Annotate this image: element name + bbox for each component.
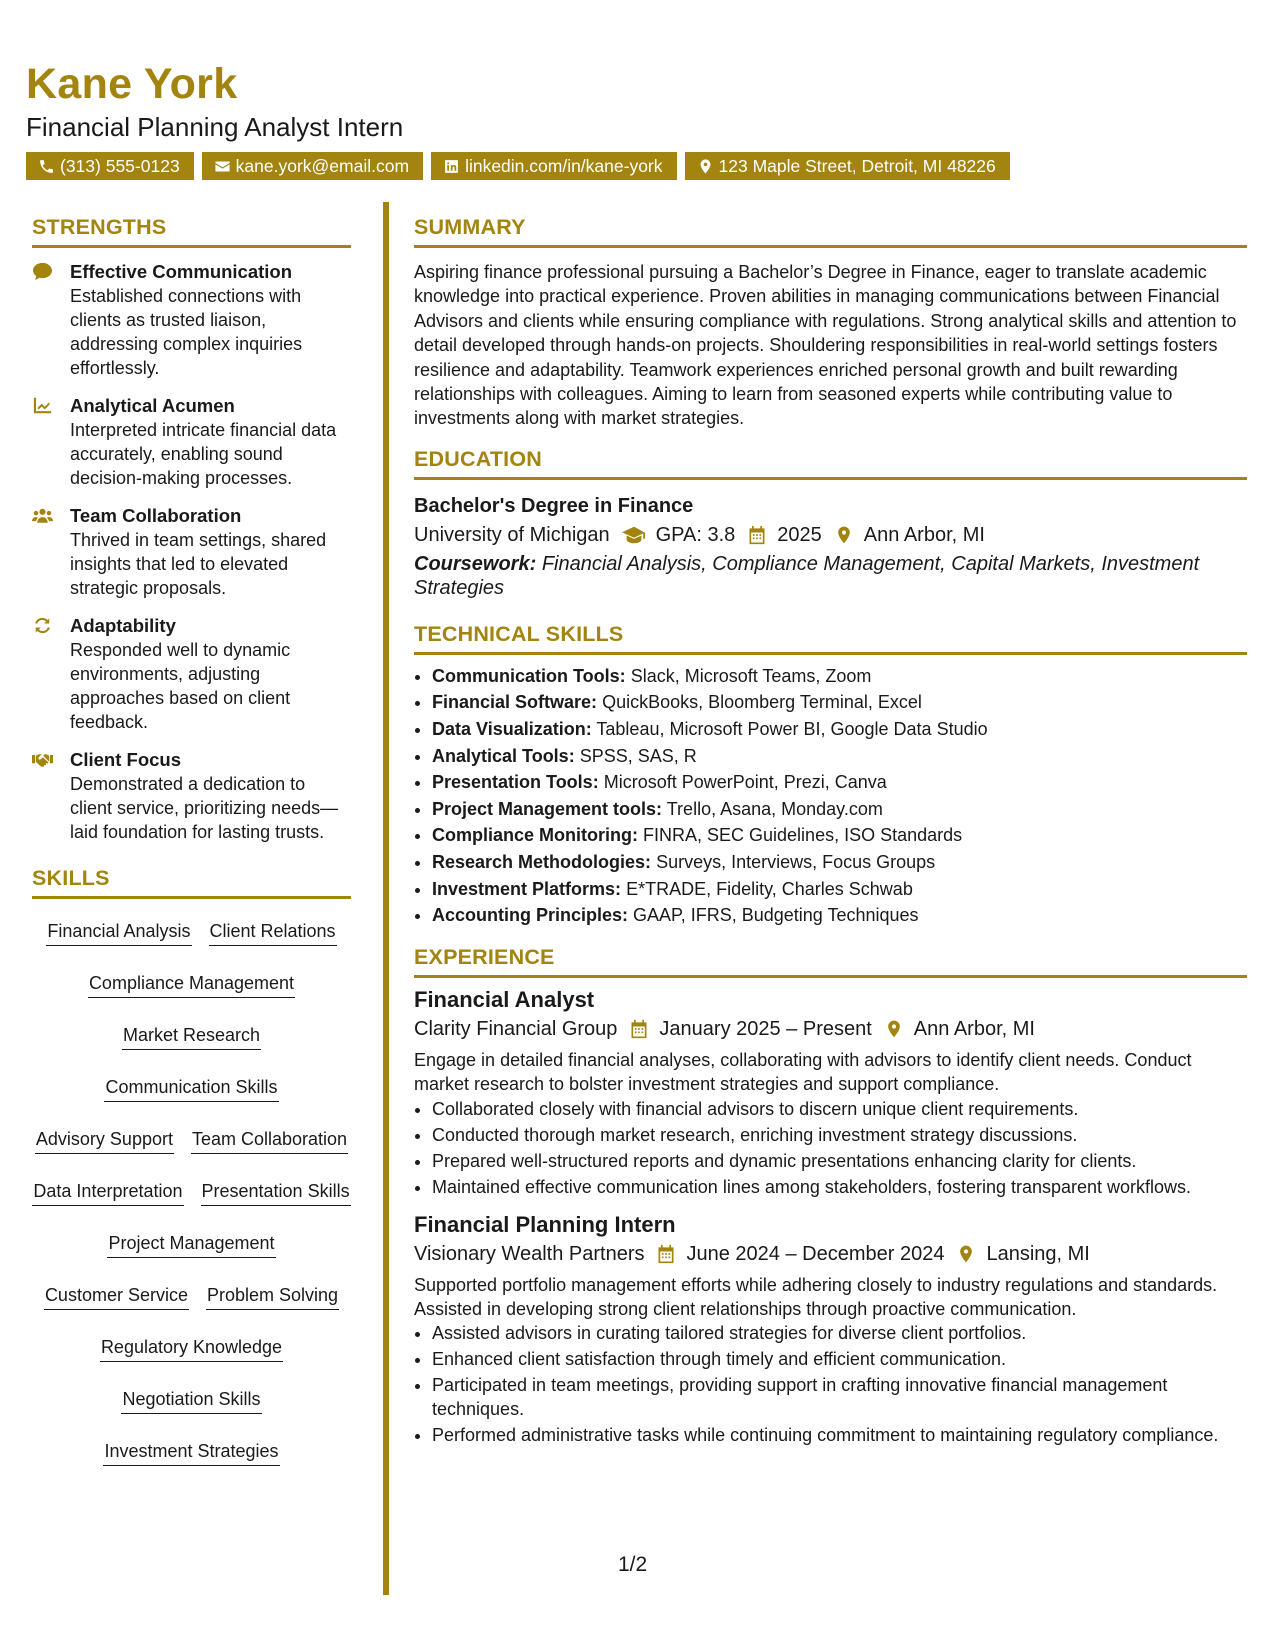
summary-text: Aspiring finance professional pursuing a Bachelor’s Degree in Finance, eager to translate academic knowledge into practical experience. Proven abilities in managing communications between Financial Advisors and clients while ensuring compliance with regulations. Strong analytical skills and attention to detail developed through hands-on projects. Shouldering responsibilities in real-world settings fosters resilience and adaptability. Teamwork experiences enriched personal growth and built rewarding relationships with colleagues. Aiming to learn from seasoned experts while contributing value to investments along with market strategies.: [414, 262, 1237, 429]
experience-entry: [414, 986, 1247, 1199]
education-location: Ann Arbor, MI: [863, 523, 985, 546]
job-location: Ann Arbor, MI: [913, 1017, 1035, 1040]
job-summary: Engage in detailed financial analyses, collaborating with advisors to identify client needs. Conduct market research to bolster investment strategies and support compliance.: [414, 1049, 1192, 1095]
skills-list: [32, 909, 351, 1481]
right-column: [414, 215, 1247, 1449]
handshake-icon: [32, 750, 53, 769]
job-summary: Supported portfolio management efforts while adhering closely to industry regulations and standards. Assisted in developing strong client relationships through proactive communication.: [414, 1274, 1218, 1319]
list-item: • Assisted advisors in curating tailored strategies for diverse client portfolios.: [432, 1321, 1247, 1345]
calendar-icon: [629, 1019, 649, 1039]
strength-title: Adaptability: [70, 615, 176, 636]
email-icon: [214, 158, 231, 175]
list-item: • Enhanced client satisfaction through timely and efficient communication.: [432, 1347, 1247, 1371]
strengths-heading: STRENGTHS: [32, 215, 351, 248]
skill-tag: Customer Service: [44, 1283, 189, 1310]
list-item: • Performed administrative tasks while continuing commitment to maintaining regulatory compliance.: [432, 1423, 1247, 1447]
column-divider: [383, 202, 389, 1595]
strength-desc: Thrived in team settings, shared insights that led to elevated strategic proposals.: [70, 530, 327, 598]
comment-icon: [32, 262, 53, 281]
contact-email[interactable]: [202, 152, 423, 180]
strength-title: Analytical Acumen: [70, 395, 235, 416]
strength-title: Effective Communication: [70, 261, 293, 282]
job-title-header: Financial Planning Analyst Intern: [26, 112, 404, 142]
graduation-cap-icon: [622, 525, 646, 545]
skill-tag: Advisory Support: [35, 1127, 174, 1154]
job-meta: [414, 1014, 1247, 1044]
job-title: Financial Planning Intern: [414, 1211, 676, 1237]
job-meta: [414, 1239, 1247, 1269]
skill-tag: Project Management: [107, 1231, 275, 1258]
list-item: • Financial Software: QuickBooks, Bloomberg Terminal, Excel: [432, 689, 1247, 716]
list-item: • Presentation Tools: Microsoft PowerPoint, Prezi, Canva: [432, 769, 1247, 796]
left-column: [32, 215, 351, 1481]
school-name: University of Michigan: [414, 523, 610, 546]
skill-tag: Client Relations: [209, 919, 337, 946]
contact-linkedin-text: linkedin.com/in/kane-york: [465, 155, 663, 176]
contact-phone-text: (313) 555-0123: [60, 155, 180, 176]
location-icon: [956, 1244, 976, 1264]
strength-item: [32, 504, 351, 600]
list-item: • Participated in team meetings, providing support in crafting innovative financial management techniques.: [432, 1373, 1247, 1421]
candidate-name: Kane York: [26, 60, 238, 108]
company-name: Visionary Wealth Partners: [414, 1242, 645, 1265]
education-meta: [414, 520, 1247, 550]
refresh-icon: [32, 616, 53, 635]
contact-address-text: 123 Maple Street, Detroit, MI 48226: [718, 155, 996, 176]
skill-tag: Problem Solving: [206, 1283, 339, 1310]
phone-icon: [38, 158, 55, 175]
job-dates: June 2024 – December 2024: [686, 1242, 945, 1265]
graduation-year: 2025: [777, 523, 822, 546]
list-item: • Compliance Monitoring: FINRA, SEC Guidelines, ISO Standards: [432, 822, 1247, 849]
strength-item: [32, 394, 351, 490]
skill-tag: Communication Skills: [104, 1075, 278, 1102]
contact-linkedin[interactable]: [431, 152, 676, 180]
strength-desc: Interpreted intricate financial data accurately, enabling sound decision-making processes.: [70, 420, 337, 488]
list-item: • Project Management tools: Trello, Asana, Monday.com: [432, 796, 1247, 823]
technical-skills-list: [414, 663, 1247, 929]
skill-tag: Data Interpretation: [32, 1179, 183, 1206]
contact-email-text: kane.york@email.com: [235, 155, 410, 176]
gpa: GPA: 3.8: [655, 523, 736, 546]
strength-desc: Responded well to dynamic environments, adjusting approaches based on client feedback.: [70, 640, 291, 732]
contact-phone[interactable]: [26, 152, 194, 180]
coursework-label: Coursework:: [414, 552, 537, 575]
list-item: • Analytical Tools: SPSS, SAS, R: [432, 743, 1247, 770]
users-icon: [32, 506, 53, 525]
strength-title: Client Focus: [70, 749, 182, 770]
page-number: 1/2: [618, 1553, 648, 1576]
contact-bar: [26, 152, 1010, 180]
summary-heading: SUMMARY: [414, 215, 1247, 248]
experience-heading: EXPERIENCE: [414, 945, 1247, 978]
chart-line-icon: [32, 396, 53, 415]
strength-item: [32, 614, 351, 734]
strength-item: [32, 260, 351, 380]
job-location: Lansing, MI: [986, 1242, 1090, 1265]
location-icon: [834, 525, 854, 545]
list-item: • Prepared well-structured reports and dynamic presentations enhancing clarity for clients.: [432, 1149, 1247, 1173]
skills-heading: SKILLS: [32, 866, 351, 899]
list-item: • Research Methodologies: Surveys, Interviews, Focus Groups: [432, 849, 1247, 876]
calendar-icon: [747, 525, 767, 545]
list-item: • Data Visualization: Tableau, Microsoft Power BI, Google Data Studio: [432, 716, 1247, 743]
skill-tag: Investment Strategies: [103, 1439, 279, 1466]
strength-item: [32, 748, 351, 844]
skill-tag: Financial Analysis: [46, 919, 191, 946]
skill-tag: Market Research: [122, 1023, 261, 1050]
strength-title: Team Collaboration: [70, 505, 242, 526]
coursework: [414, 552, 1247, 600]
job-dates: January 2025 – Present: [659, 1017, 872, 1040]
skill-tag: Regulatory Knowledge: [100, 1335, 283, 1362]
list-item: • Accounting Principles: GAAP, IFRS, Budgeting Techniques: [432, 902, 1247, 929]
job-bullets: [414, 1321, 1247, 1447]
list-item: • Conducted thorough market research, enriching investment strategy discussions.: [432, 1123, 1247, 1147]
coursework-list: Financial Analysis, Compliance Management, Capital Markets, Investment Strategies: [414, 552, 1200, 599]
contact-address: [685, 152, 1010, 180]
technical-skills-heading: TECHNICAL SKILLS: [414, 622, 1247, 655]
list-item: • Communication Tools: Slack, Microsoft Teams, Zoom: [432, 663, 1247, 690]
list-item: • Collaborated closely with financial advisors to discern unique client requirements.: [432, 1097, 1247, 1121]
job-title: Financial Analyst: [414, 986, 595, 1012]
company-name: Clarity Financial Group: [414, 1017, 618, 1040]
location-icon: [697, 158, 714, 175]
linkedin-icon: [443, 158, 460, 175]
location-icon: [884, 1019, 904, 1039]
list-item: • Maintained effective communication lines among stakeholders, fostering transparent workflows.: [432, 1175, 1247, 1199]
degree-title: Bachelor's Degree in Finance: [414, 494, 694, 517]
skill-tag: Team Collaboration: [191, 1127, 348, 1154]
experience-entry: [414, 1211, 1247, 1448]
education-heading: EDUCATION: [414, 447, 1247, 480]
list-item: • Investment Platforms: E*TRADE, Fidelity, Charles Schwab: [432, 876, 1247, 903]
skill-tag: Presentation Skills: [201, 1179, 351, 1206]
calendar-icon: [656, 1244, 676, 1264]
strength-desc: Established connections with clients as trusted liaison, addressing complex inquiries effortlessly.: [70, 286, 303, 378]
strength-desc: Demonstrated a dedication to client service, prioritizing needs—laid foundation for lasting trusts.: [70, 774, 339, 842]
job-bullets: [414, 1097, 1247, 1199]
skill-tag: Compliance Management: [88, 971, 295, 998]
skill-tag: Negotiation Skills: [121, 1387, 261, 1414]
